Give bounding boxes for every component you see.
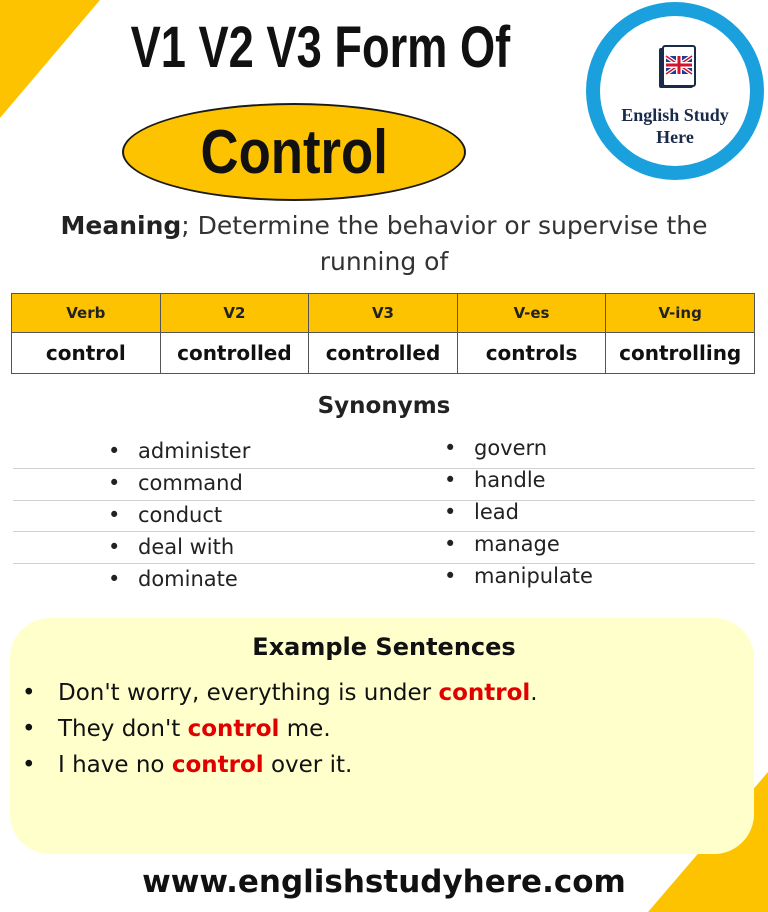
bullet: • [444, 532, 457, 556]
meaning-label: Meaning [60, 211, 182, 240]
meaning-definition: ; Determine the behavior or supervise the running of [181, 211, 708, 276]
synonym-text: govern [474, 436, 548, 460]
example-sentence [22, 716, 331, 742]
list-item [444, 564, 593, 588]
bullet: • [444, 500, 457, 524]
sentence-before: Don't worry, everything is under [58, 680, 439, 706]
divider [13, 468, 755, 469]
bullet: • [444, 468, 457, 492]
sentence-after: me. [279, 716, 331, 742]
bullet: • [444, 436, 457, 460]
bullet: • [444, 564, 457, 588]
synonym-text: handle [474, 468, 546, 492]
table-row [12, 333, 755, 374]
synonym-text: lead [474, 500, 519, 524]
list-item [108, 567, 238, 591]
bullet: • [22, 752, 36, 778]
list-item [444, 436, 547, 460]
bullet: • [108, 567, 121, 591]
sentence-highlight: control [171, 752, 264, 778]
synonym-text: deal with [138, 535, 235, 559]
table-header-cell: V3 [309, 294, 458, 333]
divider [13, 531, 755, 532]
synonyms-title: Synonyms [317, 393, 451, 419]
logo-line-2: Here [656, 127, 694, 147]
bullet: • [108, 471, 121, 495]
example-sentence [22, 752, 352, 778]
list-item [108, 439, 250, 463]
page-title: V1 V2 V3 Form Of [130, 15, 511, 80]
footer-url: www.englishstudyhere.com [142, 864, 626, 900]
table-cell: controlled [160, 333, 309, 374]
logo-text [600, 104, 750, 148]
sentence-highlight: control [438, 680, 531, 706]
sentence-before: They don't [58, 716, 188, 742]
synonym-text: administer [138, 439, 251, 463]
bullet: • [22, 680, 36, 706]
list-item [444, 532, 560, 556]
corner-decoration-top-left [0, 0, 100, 118]
list-item [444, 500, 519, 524]
list-item [108, 503, 222, 527]
divider [13, 500, 755, 501]
synonym-text: dominate [138, 567, 238, 591]
list-item [444, 468, 546, 492]
synonym-text: manage [474, 532, 560, 556]
book-flag-icon [657, 44, 697, 92]
example-sentence [22, 680, 538, 706]
sentence-before: I have no [58, 752, 172, 778]
divider [13, 563, 755, 564]
verb-forms-table [11, 293, 755, 374]
bullet: • [108, 439, 121, 463]
table-header-cell: V-es [457, 294, 606, 333]
sentence-highlight: control [187, 716, 280, 742]
table-cell: control [12, 333, 161, 374]
bullet: • [108, 535, 121, 559]
synonym-text: manipulate [474, 564, 593, 588]
logo [586, 2, 764, 180]
sentence-after: over it. [263, 752, 353, 778]
table-header-cell: Verb [12, 294, 161, 333]
table-cell: controls [457, 333, 606, 374]
list-item [108, 535, 234, 559]
logo-line-1: English Study [621, 105, 729, 125]
table-header-cell: V-ing [606, 294, 755, 333]
table-cell: controlling [606, 333, 755, 374]
logo-inner [600, 16, 750, 166]
examples-title: Example Sentences [252, 633, 516, 661]
bullet: • [108, 503, 121, 527]
bullet: • [22, 716, 36, 742]
sentence-after: . [530, 680, 538, 706]
synonym-text: conduct [138, 503, 223, 527]
table-header-cell: V2 [160, 294, 309, 333]
table-header-row [12, 294, 755, 333]
list-item [108, 471, 243, 495]
word-title: Control [200, 117, 388, 187]
table-cell: controlled [309, 333, 458, 374]
word-oval [122, 103, 466, 201]
synonym-text: command [138, 471, 243, 495]
meaning-text [30, 208, 738, 280]
